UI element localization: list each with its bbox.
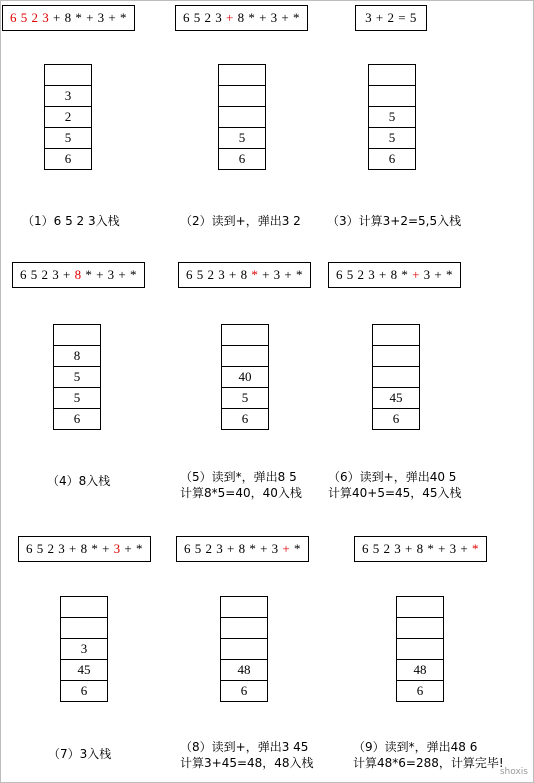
- stack-cell: [221, 597, 267, 618]
- stack-cell: [219, 86, 265, 107]
- step-caption: [47, 473, 110, 489]
- stack: [220, 596, 268, 702]
- stack: [368, 64, 416, 170]
- expression-current-token: 8: [74, 267, 82, 282]
- caption-line: 计算40+5=45，45入栈: [328, 486, 462, 500]
- stack-cell: 8: [54, 346, 100, 367]
- stack-cell: [373, 325, 419, 346]
- stack-cell: [61, 618, 107, 639]
- expression-box: [354, 536, 487, 562]
- stack-cell: 3: [45, 86, 91, 107]
- stack-cell: 2: [45, 107, 91, 128]
- stack-cell: 6: [73, 411, 81, 426]
- caption-line: （6）读到+，弹出40 5: [328, 470, 457, 484]
- stack-cell: [397, 618, 443, 639]
- caption-line: （4）8入栈: [47, 474, 111, 488]
- stack-cell: [369, 65, 415, 86]
- stack-cell: 5: [219, 128, 265, 149]
- expression-text: 3 + 2 = 5: [365, 10, 417, 25]
- expression-text: *: [290, 541, 301, 556]
- stack-cell: [222, 346, 268, 367]
- expression-current-token: 6 5 2 3: [10, 10, 50, 25]
- stack-cell: 5: [54, 388, 100, 409]
- stack-cell: 48: [221, 660, 267, 681]
- stack-cell: [219, 107, 265, 128]
- stack-cell: 5: [369, 128, 415, 149]
- expression-text: 6 5 2 3 + 8: [185, 267, 252, 282]
- expression-text: + 3 + *: [258, 267, 303, 282]
- stack-cell: [373, 367, 419, 388]
- stack-cell: [221, 618, 267, 639]
- expression-box: [175, 5, 308, 31]
- stack-cell: 6: [80, 683, 88, 698]
- expression-text: 8 * + 3 + *: [233, 10, 300, 25]
- stack-cell: 5: [222, 388, 268, 409]
- caption-line: （8）读到+，弹出3 45: [180, 740, 309, 754]
- watermark: shoxis: [499, 767, 528, 777]
- stack-cell: [54, 325, 100, 346]
- expression-box: [18, 536, 151, 562]
- expression-text: 3 + *: [419, 267, 454, 282]
- stack-cell: 45: [373, 388, 419, 409]
- expression-current-token: +: [412, 267, 420, 282]
- stack-cell: 6: [392, 411, 400, 426]
- stack-cell: 6: [241, 411, 249, 426]
- stack-cell: [221, 639, 267, 660]
- stack: [218, 64, 266, 170]
- caption-line: 计算3+45=48，48入栈: [180, 756, 314, 770]
- stack-cell: 45: [61, 660, 107, 681]
- stack: [60, 596, 108, 702]
- caption-line: （5）读到*，弹出8 5: [180, 470, 297, 484]
- expression-text: * + 3 + *: [81, 267, 137, 282]
- stack-cell: 5: [369, 107, 415, 128]
- expression-text: 6 5 2 3 + 8 * + 3: [183, 541, 283, 556]
- stack-cell: 6: [240, 683, 248, 698]
- expression-current-token: +: [282, 541, 291, 556]
- expression-text: 6 5 2 3 + 8 * +: [25, 541, 114, 556]
- stack: [44, 64, 92, 170]
- caption-line: （7）3入栈: [48, 747, 112, 761]
- stack-cell: 6: [238, 151, 246, 166]
- stack-cell: 6: [388, 151, 396, 166]
- caption-line: （2）读到+，弹出3 2: [180, 214, 301, 228]
- caption-line: （9）读到*，弹出48 6: [353, 740, 478, 754]
- expression-box: [328, 262, 461, 288]
- step-caption: [180, 213, 301, 229]
- stack: [396, 596, 444, 702]
- step-caption: [353, 739, 504, 771]
- stack-cell: 48: [397, 660, 443, 681]
- expression-current-token: *: [251, 267, 259, 282]
- expression-text: 6 5 2 3 + 8 *: [335, 267, 413, 282]
- stack-cell: [397, 639, 443, 660]
- caption-line: 计算8*5=40，40入栈: [180, 486, 302, 500]
- stack-cell: [369, 86, 415, 107]
- expression-current-token: *: [472, 541, 479, 556]
- expression-text: 6 5 2 3: [182, 10, 226, 25]
- expression-text: 6 5 2 3 + 8 * + 3 +: [362, 541, 472, 556]
- stack-cell: [373, 346, 419, 367]
- stack-cell: [397, 597, 443, 618]
- stack-cell: [222, 325, 268, 346]
- expression-box: [178, 262, 311, 288]
- expression-box: [12, 262, 145, 288]
- step-caption: [22, 213, 120, 229]
- step-caption: [328, 469, 462, 501]
- stack-cell: 6: [64, 151, 72, 166]
- expression-text: + 8 * + 3 + *: [49, 10, 127, 25]
- stack-cell: [219, 65, 265, 86]
- stack-cell: 5: [54, 367, 100, 388]
- caption-line: （3）计算3+2=5,5入栈: [327, 214, 462, 228]
- step-caption: [327, 213, 461, 229]
- step-caption: [48, 746, 111, 762]
- caption-line: 计算48*6=288，计算完毕!: [353, 756, 504, 770]
- expression-current-token: 3: [113, 541, 121, 556]
- expression-box: [176, 536, 309, 562]
- expression-text: + *: [120, 541, 143, 556]
- stack-cell: [61, 597, 107, 618]
- stack-cell: 40: [222, 367, 268, 388]
- stack-cell: [45, 65, 91, 86]
- expression-current-token: +: [225, 10, 234, 25]
- step-caption: [180, 739, 314, 771]
- stack: [221, 324, 269, 430]
- expression-box: [355, 5, 427, 31]
- caption-line: （1）6 5 2 3入栈: [22, 214, 120, 228]
- stack: [372, 324, 420, 430]
- stack-cell: 6: [416, 683, 424, 698]
- stack-cell: 5: [45, 128, 91, 149]
- stack-cell: 3: [61, 639, 107, 660]
- expression-box: [2, 5, 135, 31]
- stack: [53, 324, 101, 430]
- step-caption: [180, 469, 302, 501]
- expression-text: 6 5 2 3 +: [19, 267, 75, 282]
